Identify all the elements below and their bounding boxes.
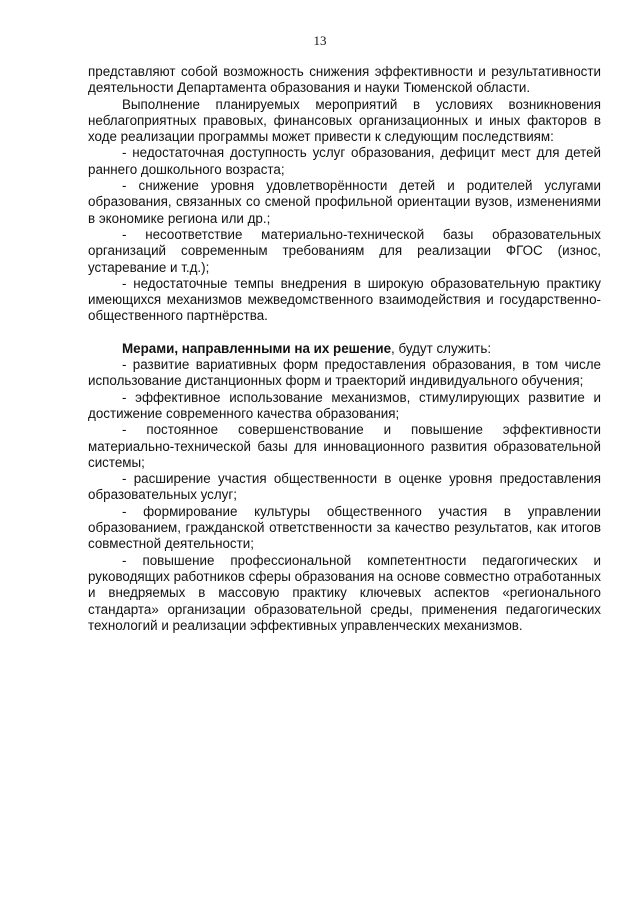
list-item-consequence-4: - недостаточные темпы внедрения в широкую образовательную практику имеющихся механизмов межведомственного взаимодействия и государственно-общественного партнёрства. bbox=[88, 275, 601, 324]
measures-heading-bold: Мерами, направленными на их решение bbox=[122, 340, 392, 356]
list-item-measure-2: - эффективное использование механизмов, стимулирующих развитие и достижение современного качества образования; bbox=[88, 389, 601, 421]
list-item-measure-3: - постоянное совершенствование и повышение эффективности материально-технической базы для инновационного развития образовательной системы; bbox=[88, 422, 601, 470]
list-item-consequence-3: - несоответствие материально-технической базы образовательных организаций современным требованиям для реализации ФГОС (износ, устаревание и т.д.); bbox=[88, 226, 601, 275]
paragraph-measures-intro bbox=[88, 341, 601, 357]
paragraph-continuation: представляют собой возможность снижения эффективности и результативности деятельности Департамента образования и науки Тюменской области. bbox=[88, 64, 601, 96]
list-item-measure-5: - формирование культуры общественного участия в управлении образованием, гражданской ответственности за качество результатов, как итогов совместной деятельности; bbox=[88, 503, 601, 552]
list-item-measure-1: - развитие вариативных форм предоставления образования, в том числе использование дистанционных форм и траекторий индивидуального обучения; bbox=[88, 357, 601, 389]
list-item-measure-4: - расширение участия общественности в оценке уровня предоставления образовательных услуг; bbox=[88, 471, 601, 503]
measures-heading-rest: , будут служить: bbox=[391, 340, 492, 356]
paragraph-risks-intro: Выполнение планируемых мероприятий в условиях возникновения неблагоприятных правовых, финансовых организационных и иных факторов в ходе реализации программы может привести к следующим последствиям: bbox=[88, 96, 601, 145]
page-number: 13 bbox=[313, 33, 327, 48]
list-item-consequence-1: - недостаточная доступность услуг образования, дефицит мест для детей раннего дошкольного возраста; bbox=[88, 145, 601, 177]
document-body bbox=[88, 64, 601, 634]
list-item-measure-6: - повышение профессиональной компетентности педагогических и руководящих работников сферы образования на основе совместно отработанных и внедряемых в массовую практику ключевых аспектов «регионального стандарта» организации образовательной среды, применения педагогических технологий и реализации эффективных управленческих механизмов. bbox=[88, 552, 601, 633]
list-item-consequence-2: - снижение уровня удовлетворённости детей и родителей услугами образования, связанных со сменой профильной ориентации вузов, изменениями в экономике региона или др.; bbox=[88, 178, 601, 226]
